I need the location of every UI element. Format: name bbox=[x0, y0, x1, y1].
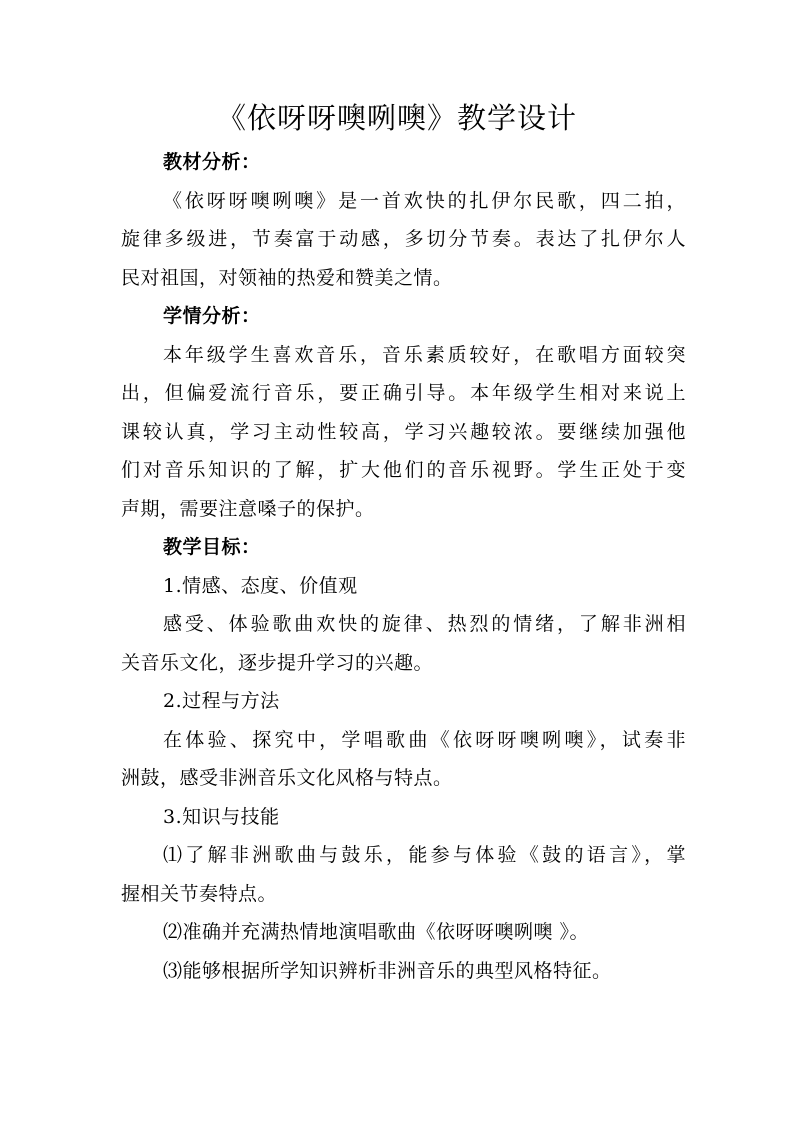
goal-item-title: 3.知识与技能 bbox=[163, 805, 280, 828]
paragraph-line: 洲鼓，感受非洲音乐文化风格与特点。 bbox=[121, 767, 453, 789]
paragraph-line: 课较认真，学习主动性较高，学习兴趣较浓。要继续加强他 bbox=[121, 420, 686, 443]
teaching-goals-heading: 教学目标： bbox=[163, 536, 261, 558]
paragraph-line: 本年级学生喜欢音乐，音乐素质较好，在歌唱方面较突 bbox=[163, 343, 686, 366]
paragraph-line: ⑴了解非洲歌曲与鼓乐，能参与体验《鼓的语言》，掌 bbox=[163, 844, 686, 866]
paragraph-line: 关音乐文化，逐步提升学习的兴趣。 bbox=[121, 651, 434, 674]
student-analysis-heading: 学情分析： bbox=[163, 305, 261, 327]
paragraph-line: 握相关节奏特点。 bbox=[121, 882, 278, 905]
material-analysis-heading: 教材分析： bbox=[163, 151, 261, 173]
document-title: 《依呀呀噢咧噢》教学设计 bbox=[216, 101, 577, 135]
paragraph-line: 出，但偏爱流行音乐，要正确引导。本年级学生相对来说上 bbox=[121, 382, 686, 404]
goal-item-title: 2.过程与方法 bbox=[163, 690, 280, 712]
paragraph-line: ⑵准确并充满热情地演唱歌曲《依呀呀噢咧噢 》。 bbox=[163, 921, 590, 943]
document-body bbox=[121, 143, 686, 990]
paragraph-line: 旋律多级进，节奏富于动感，多切分节奏。表达了扎伊尔人 bbox=[121, 228, 686, 250]
paragraph-line: 民对祖国，对领袖的热爱和赞美之情。 bbox=[121, 266, 453, 289]
paragraph-line: 在体验、探究中，学唱歌曲《依呀呀噢咧噢》，试奏非 bbox=[163, 728, 686, 751]
paragraph-line: 们对音乐知识的了解，扩大他们的音乐视野。学生正处于变 bbox=[121, 459, 686, 481]
paragraph-line: 声期，需要注意嗓子的保护。 bbox=[121, 497, 375, 520]
paragraph-line: ⑶能够根据所学知识辨析非洲音乐的典型风格特征。 bbox=[163, 959, 612, 982]
goal-item-title: 1.情感、态度、价值观 bbox=[163, 574, 358, 597]
paragraph-line: 《依呀呀噢咧噢》是一首欢快的扎伊尔民歌，四二拍， bbox=[163, 189, 686, 212]
paragraph-line: 感受、体验歌曲欢快的旋律、热烈的情绪，了解非洲相 bbox=[163, 613, 686, 635]
